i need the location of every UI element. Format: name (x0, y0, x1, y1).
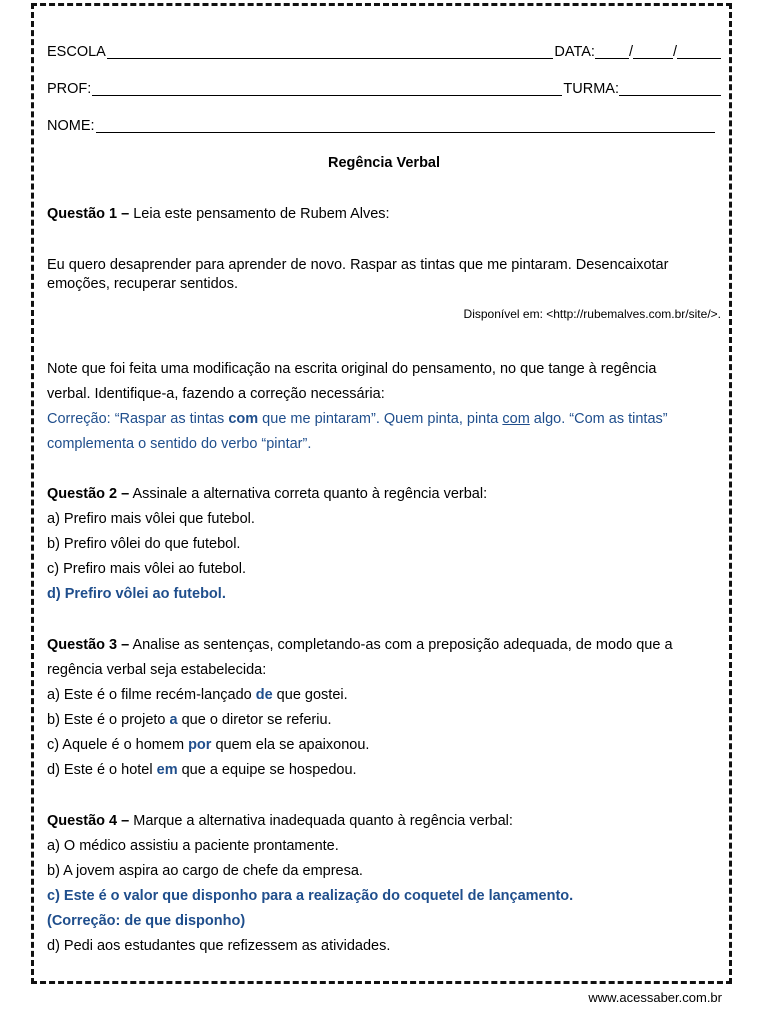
quote-line-2: emoções, recuperar sentidos. (47, 276, 239, 292)
month-blank[interactable] (633, 57, 673, 59)
preposition-answer: em (156, 762, 178, 778)
answer-underlined: com (502, 411, 530, 427)
question-1-label: Questão 1 – (47, 206, 130, 222)
option-a: a) O médico assistiu a paciente prontamente. (47, 838, 339, 854)
sentence-d (47, 758, 721, 783)
escola-label: ESCOLA (47, 44, 106, 60)
question-4-header (47, 809, 721, 834)
question-1-header (47, 202, 721, 227)
sentence-text: que a equipe se hospedou. (177, 762, 357, 778)
preposition-answer: a (169, 712, 178, 728)
question-3-prompt: Analise as sentenças, completando-as com a preposição adequada, de modo que a (132, 637, 673, 653)
question-4-prompt: Marque a alternativa inadequada quanto à regência verbal: (133, 813, 513, 829)
date-separator: / (672, 44, 677, 60)
name-line (47, 114, 721, 139)
answer-highlight: com (228, 411, 259, 427)
school-line (47, 40, 721, 65)
option-c: c) Prefiro mais vôlei ao futebol. (47, 561, 247, 577)
escola-blank[interactable] (107, 57, 554, 59)
prof-blank[interactable] (92, 94, 562, 96)
instruction-line-2: verbal. Identifique-a, fazendo a correção necessária: (47, 386, 385, 402)
day-blank[interactable] (595, 57, 629, 59)
question-3-prompt-2: regência verbal seja estabelecida: (47, 662, 267, 678)
quote-source: Disponível em: <http://rubemalves.com.br/site/>. (463, 307, 721, 321)
option-b: b) A jovem aspira ao cargo de chefe da empresa. (47, 863, 363, 879)
page-title: Regência Verbal (327, 155, 441, 171)
quote-line-1: Eu quero desaprender para aprender de novo. Raspar as tintas que me pintaram. Desencaixotar (47, 257, 669, 273)
sentence-a (47, 683, 721, 708)
question-4-label: Questão 4 – (47, 813, 130, 829)
footer-url[interactable]: www.acessaber.com.br (588, 990, 722, 1005)
sentence-text: c) Aquele é o homem (47, 737, 189, 753)
sentence-text: que o diretor se referiu. (177, 712, 332, 728)
question-2-label: Questão 2 – (47, 486, 130, 502)
prof-line (47, 77, 721, 102)
answer-text: que me pintaram”. Quem pinta, pinta (258, 411, 503, 427)
question-3-header (47, 633, 721, 658)
sentence-text: a) Este é o filme recém-lançado (47, 687, 256, 703)
year-blank[interactable] (677, 57, 721, 59)
option-d-correct: d) Prefiro vôlei ao futebol. (47, 586, 226, 602)
sentence-text: quem ela se apaixonou. (211, 737, 370, 753)
question-2-header (47, 482, 721, 507)
preposition-answer: de (255, 687, 273, 703)
preposition-answer: por (188, 737, 212, 753)
sentence-c (47, 733, 721, 758)
option-b: b) Prefiro vôlei do que futebol. (47, 536, 241, 552)
question-2-prompt: Assinale a alternativa correta quanto à regência verbal: (132, 486, 488, 502)
prof-label: PROF: (47, 81, 92, 97)
correction-note: (Correção: de que disponho) (47, 913, 246, 929)
sentence-text: que gostei. (272, 687, 348, 703)
turma-label: TURMA: (563, 81, 619, 97)
turma-blank[interactable] (619, 94, 721, 96)
answer-1-line-2: complementa o sentido do verbo “pintar”. (47, 436, 312, 452)
option-a: a) Prefiro mais vôlei que futebol. (47, 511, 255, 527)
question-1-prompt: Leia este pensamento de Rubem Alves: (133, 206, 390, 222)
answer-text: algo. “Com as tintas” (529, 411, 668, 427)
answer-text: Correção: “Raspar as tintas (47, 411, 229, 427)
sentence-text: d) Este é o hotel (47, 762, 157, 778)
question-3-label: Questão 3 – (47, 637, 130, 653)
answer-1-line-1 (47, 407, 721, 432)
sentence-text: b) Este é o projeto (47, 712, 170, 728)
date-separator: / (628, 44, 633, 60)
data-label: DATA: (554, 44, 595, 60)
nome-blank[interactable] (96, 131, 715, 133)
instruction-line-1: Note que foi feita uma modificação na escrita original do pensamento, no que tange à regência (47, 361, 657, 377)
option-c-answer: c) Este é o valor que disponho para a realização do coquetel de lançamento. (47, 888, 574, 904)
nome-label: NOME: (47, 118, 95, 134)
sentence-b (47, 708, 721, 733)
option-d: d) Pedi aos estudantes que refizessem as atividades. (47, 938, 391, 954)
